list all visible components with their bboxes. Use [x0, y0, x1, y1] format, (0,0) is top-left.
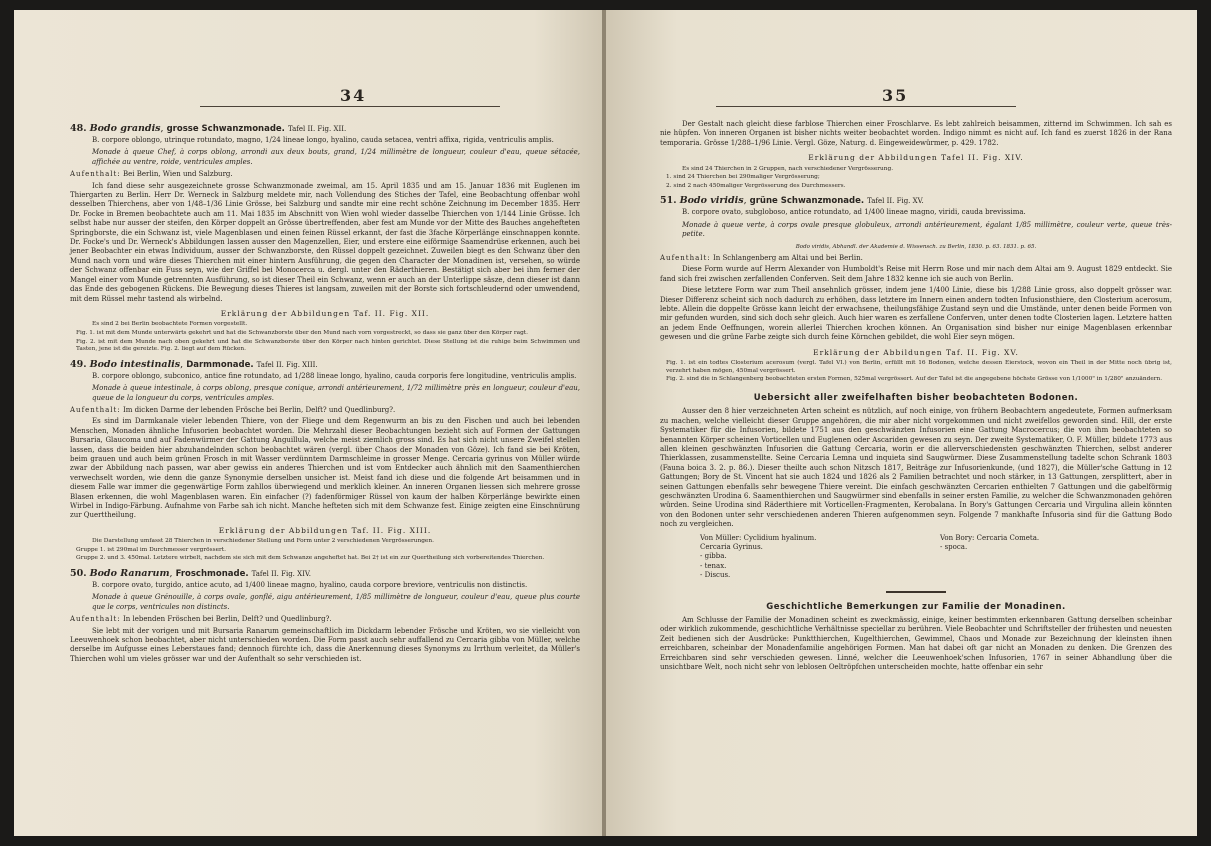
body-text-51a: Diese Form wurde auf Herrn Alexander von Humboldt's Reise mit Herrn Rose und mir nach dem Altai am 9. August 1829 entdeckt. Sie fand sich frei zwischen zerfallenden Conferven. Seit dem Jahre 1832 kenne ich sie auch von Berlin.: [660, 265, 1172, 283]
figure-note-49: Die Darstellung umfasst 28 Thierchen in verschiedener Stellung und Form unter 2 verschiedenen Vergrösserungen.: [92, 538, 434, 545]
right-content: [660, 118, 1172, 674]
french-description-49: Monade à queue intestinale, à corps oblong, presque conique, arrondi antérieurement, 1/72 millimètre près en longueur, couleur d'eau, queue de la longueur du corps, ventricules amples.: [92, 384, 580, 402]
continued-text: Der Gestalt nach gleicht diese farblose Thierchen einer Froschlarve. Es lebt zahlreich beisammen, zitternd im Schwimmen. Ich sah es nie hüpfen. Von inneren Organen ist bisher nichts weiter beobachtet worden. Indigo nimmt es nicht auf. Ich fand es zuerst 1826 in der Rana temporaria. Grösse 1/288–1/96 Linie. Vergl. Göze, Naturg. d. Eingeweidewürmer, p. 429. 1782.: [660, 120, 1172, 147]
figure-caption-49-2: Gruppe 2. und 3. 450mal. Letztere wirbelt, nachdem sie sich mit dem Schwanze angeheftet hat. Bei 2† ist ein zur Quertheilung sich vorbereitendes Thierchen.: [76, 555, 545, 562]
figure-note-48: Es sind 2 bei Berlin beobachtete Formen vorgestellt.: [92, 321, 248, 328]
species-heading-49: 49. Bodo intestinalis, Darmmonade. Tafel II. Fig. XIII.: [70, 358, 318, 370]
figure-explanation-heading-48: Erklärung der Abbildungen Taf. II. Fig. XII.: [220, 308, 430, 318]
body-text-51b: Diese letztere Form war zum Theil ansehnlich grösser, indem jene 1/400 Linie, diese bis 1/288 Linie gross, also doppelt grösser war. Dieser Differenz scheint sich noch dadurch zu erhöhen, dass letztere im Innern einen andern todten Infusionsthiere, den Closterium acerosum, lebte. Allein die doppelte Grösse kann leicht der erwachsene, theilungsfähige Zustand seyn und die Umstände, unter denen beide Formen von mir gefunden wurden, sind sich doch sehr gleich. Auch hier waren es zerfallene Conferven, unter denen todte Closterien lagen. Letztere hatten an jedem Ende Oeffnungen, worein allerlei Thierchen krochen können. An Organisation sind bisher nur einige Magenblasen erkennbar gewesen und die grüne Farbe zeigte sich durch feine Körnchen gebildet, die wohl Eier seyn mögen.: [660, 286, 1172, 342]
synonym-row: - Discus.: [700, 571, 731, 580]
body-text-50: Sie lebt mit der vorigen und mit Bursaria Ranarum gemeinschaftlich im Dickdarm lebender Frösche und Kröten, wo sie vielleicht von Leeuwenhoek schon beobachtet, aber nicht unterschieden worden. Die Form passt auch sehr auffallend zu Cercaria gibba von Müller, welche derselbe im Aufgusse eines Leberstaues fand; dennoch fürchte ich, dass die Anerkennung dieses Synonyms zu Irrthum verleitet, da Müller's Thierchen wohl um vieles grösser war und der Aufenthalt so sehr verschieden ist.: [70, 626, 580, 663]
french-description-48: Monade à queue Chef, à corps oblong, arrondi aux deux bouts, grand, 1/24 millimètre de longueur, couleur d'eau, queue sétacée, affichée au ventre, roide, ventricules amples.: [92, 148, 580, 166]
figure-explanation-heading-50: Erklärung der Abbildungen Tafel II. Fig. XIV.: [808, 153, 1024, 163]
habitat-48: Aufenthalt: Bei Berlin, Wien und Salzburg.: [70, 170, 233, 179]
body-text-49: Es sind im Darmkanale vieler lebenden Thiere, von der Fliege und dem Regenwurm an bis zu den Fischen und auch bei lebenden Menschen, Monaden ähnliche Infusorien beobachtet worden. Die Mehrzahl dieser Beobachtungen bezieht sich auf Formen der Gattungen Bursaria, Glaucoma und auf Fadenwürmer der Gattung Anguillula, welche meist ziemlich gross sind. Es hat sich nicht unsere Zweifel stellen lassen, dass die beiden hier abzuhandelnden schon beobachtet wären (vergl. über Chaos der Monaden von Göze). Ich fand sie bei Kröten, beim grauen und auch beim grünen Frosch in mit Wasser verdünntem Darmschleime in grosser Menge. Cercaria gyrinus von Müller würde zwar der Abbildung nach passen, war aber gewiss ein anderes Thierchen und ist vom Entdecker auch ähnlich mit den Saamenthierchen verwechselt worden, wie denn die ganze Synonymie derselben unsicher ist. Meist fand ich diese und die folgende Art beisammen und in diesem Falle war immer die gegenwärtige Form zahllos überwiegend und merklich kleiner. An inneren Organen liessen sich mehrere grosse Blasen erkennen, die wohl Magenblasen waren. Ein einfacher (?) fadenförmiger Rüssel von kaum der halben Körperlänge bewirkte einen Wirbel in Indigo-Färbung. Aufnahme von Farbe sah ich nicht. Manche hefteten sich mit dem Schwanze fest. Einige zeigten eine Einschnürung zur Querttheilung.: [70, 417, 580, 520]
figure-caption-51-1: Fig. 1. ist ein todtes Closterium acerosum (vergl. Tafel VI.) von Berlin, erfüllt mit 16 Bodonen, welche dessen Eierstock, wovon ein Theil in der Mitte noch übrig ist, verzehrt haben mögen, 450mal vergrössert.: [666, 360, 1172, 374]
figure-caption-48-2: Fig. 2. ist mit dem Munde nach oben gekehrt und hat die Schwanzborste über den Körper nach hinten gerichtet. Diese Stellung ist die ruhige beim Schwimmen und Tasten, jene ist die gereizte. Fig. 2. liegt auf dem Rücken.: [76, 338, 580, 353]
figure-caption-49-1: Gruppe 1. ist 290mal im Durchmesser vergrössert.: [76, 546, 226, 553]
citation-51: Bodo viridis, Abhandl. der Akademie d. Wissensch. zu Berlin, 1830. p. 63. 1831. p. 65.: [795, 243, 1037, 250]
habitat-49: Aufenthalt: Im dicken Darme der lebenden Frösche bei Berlin, Delft? und Quedlinburg?.: [70, 405, 396, 414]
latin-diagnosis-50: B. corpore ovato, turgido, antice acuto, ad 1/400 lineae magno, hyalino, cauda corpore breviore, ventriculis non distinctis.: [92, 580, 528, 589]
synonym-row: - tenax.: [700, 561, 727, 570]
section-heading-overview: Uebersicht aller zweifelhaften bisher beobachteten Bodonen.: [753, 392, 1079, 403]
left-page: [14, 10, 605, 836]
page-number-right: 35: [882, 86, 909, 105]
header-rule-left: [200, 106, 500, 107]
synonym-row: Von Müller: Cyclidium hyalinum. Von Bory: Cercaria Cometa.: [700, 533, 1040, 542]
section-heading-history: Geschichtliche Bemerkungen zur Familie der Monadinen.: [766, 601, 1066, 612]
section-divider: [886, 591, 946, 593]
latin-diagnosis-49: B. corpore oblongo, subconico, antice fine rotundato, ad 1/288 lineae longo, hyalino, cauda corporis fere longitudine, ventriculis amplis.: [92, 371, 577, 380]
synonym-row: - gibba.: [700, 552, 727, 561]
latin-diagnosis-48: B. corpore oblongo, utrinque rotundato, magno, 1/24 lineae longo, hyalino, cauda setacea, ventri affixa, rigida, ventriculis amplis.: [92, 136, 554, 144]
overview-text: Ausser den 8 hier verzeichneten Arten scheint es nützlich, auf noch einige, von frühern Beobachtern angedeutete, Formen aufmerksam zu machen, welche vielleicht dieser Gruppe angehören, die mir aber nicht vorgekommen und nicht zweifellos geworden sind. Hill, der erste Systematiker für die Infusorien, bildete 1751 aus den geschwänzten Infusorien eine Gattung Macrocercus; die von ihm beobachteten so benannten Körper scheinen Vorticellen und Euglenen oder Ascariden gewesen zu seyn. Der zweite Systematiker, O. F. Müller, bildete 1773 aus allen kleinen geschwänzten Infusorien die Gattung Cercaria, worin er die allerverschiedensten geschwänzten Thierchen, selbst anderer Thierklassen, zusammenstellte. Seine Cercaria Lemna und inquieta sind Saugwürmer. Diese Zusammenstellung tadelte schon Schrank 1803 (Fauna boica 3. 2. p. 86.). Dieser theilte auch schon Nitzsch 1817, Beiträge zur Infusorienkunde, (und 1827), die Müller'sche Gattung in 12 Gattungen; Bory de St. Vincent hat sie auch 1824 und 1826 als 2 Familien betrachtet und noch stärker, in 13 Gattungen, zersplittert, aber in seinen Gattungen ebenfalls sehr bewegene Thiere vereint. Die einfach geschwänzten Cercarien enthielten 7 Gattungen und die gabelförmig geschwänzten Urodina 6. Saamenthierchen und Saugwürmer sind ebenfalls in seiner ersten Familie, zu welcher die Schwanzmonaden gehören würden. Seine Urodina sind Räderthiere mit Vorticellen-Fragmenten, Kerobalana. In Bory's Gattungen Cercaria und Virgulina allein könnten von den Bodonen unter sehr verschiedenen anderen Thieren aufgenommen seyn. Folgende 7 mankhafte Infusoria sind für die Gattung Bodo noch zu vergleichen.: [660, 407, 1172, 529]
figure-explanation-heading-51: Erklärung der Abbildungen Taf. II. Fig. XV.: [813, 347, 1019, 357]
species-heading-51: 51. Bodo viridis, grüne Schwanzmonade. Tafel II. Fig. XV.: [660, 195, 924, 207]
species-heading-48: 48. Bodo grandis, grosse Schwanzmonade. Tafel II. Fig. XII.: [70, 123, 347, 134]
figure-caption-51-2: Fig. 2. sind die in Schlangenberg beobachteten ersten Formen, 525mal vergrössert. Auf der Tafel ist die angegebene höchste Grösse von 1/1000" in 1/280" anzuändern.: [666, 376, 1163, 383]
page-number-left: 34: [340, 86, 367, 105]
french-description-50: Monade à queue Grénouille, à corps ovale, gonflé, aigu antérieurement, 1/85 millimètre de longueur, couleur d'eau, queue plus courte que le corps, ventricules non distincts.: [92, 593, 580, 611]
right-page: [606, 10, 1197, 836]
figure-caption-48-1: Fig. 1. ist mit dem Munde unterwärts gekehrt und hat die Schwanzborste über den Mund nach vorn vorgestreckt, so dass sie ganz über den Körper ragt.: [76, 329, 528, 336]
history-text: Am Schlusse der Familie der Monadinen scheint es zweckmässig, einige, keiner bestimmten erkennbaren Gattung derselben scheinbar oder wirklich zukommende, geschichtliche Verhältnisse speciellar zu berühren. Viele Beobachter und Schriftsteller der frühesten und neuesten Zeit bedienen sich der Ausdrücke: Punktthierchen, Kugelthierchen, Gewimmel, Chaos und Monade zur Bezeichnung der kleinsten ihnen erreichbaren, scheinbar der Monadenfamilie angehörigen Formen. Man hat dabei oft gar nicht an Monaden zu denken. Die Grenzen des Erreichbaren sind sehr verschieden gewesen. Linné, welcher die Leeuwenhoek'schen Infusorien, 1767 in seiner Abhandlung über die unsichtbare Welt, noch nicht sehr von leblosen Oeltröpfchen unterscheiden mochte, hatte offenbar ein sehr: [660, 616, 1172, 672]
figure-explanation-heading-49: Erklärung der Abbildungen Taf. II. Fig. XIII.: [218, 525, 432, 535]
figure-note-50: Es sind 24 Thierchen in 2 Gruppen, nach verschiedener Vergrösserung.: [682, 165, 894, 172]
habitat-51: Aufenthalt: In Schlangenberg am Altai und bei Berlin.: [660, 254, 863, 263]
figure-caption-50-1: 1. sind 24 Thierchen bei 290maliger Vergrösserung;: [666, 174, 820, 181]
latin-diagnosis-51: B. corpore ovato, subgloboso, antice rotundato, ad 1/400 lineae magno, viridi, cauda brevissima.: [682, 208, 1026, 217]
french-description-51: Monade à queue verte, à corps ovale presque globuleux, arrondi antérieurement, égalant 1/85 millimètre, couleur verte, queue très-petite.: [682, 220, 1172, 239]
figure-caption-50-2: 2. sind 2 nach 450maliger Vergrösserung des Durchmessers.: [666, 182, 846, 189]
synonym-table: [700, 534, 1172, 581]
species-heading-50: 50. Bodo Ranarum, Froschmonade. Tafel II. Fig. XIV.: [70, 567, 311, 579]
book-spread: [14, 10, 1197, 836]
synonym-row: Cercaria Gyrinus. - spoca.: [700, 542, 968, 551]
body-text-48: Ich fand diese sehr ausgezeichnete grosse Schwanzmonade zweimal, am 15. April 1835 und am 15. Januar 1836 mit Euglenen im Thiergarten zu Berlin. Herr Dr. Werneck in Salzburg meldete mir, nach Vollendung des Stiches der Tafel, eine Beobachtung offenbar wohl desselben Thierchens, aber von 1/48–1/36 Linie Grösse, bei Salzburg und sandte mir eine recht schöne Zeichnung im December 1835. Herr Dr. Focke in Bremen beobachtete auch am 11. Mai 1835 im Abschnitt von Wien wohl wieder dasselbe Thierchen von 1/144 Linie Grösse. Ich selbst habe nur ausser der steifen, den Körper doppelt an Grösse übertreffenden, aber fest am Munde vor der Mitte des Bauches angehefteten Springborste, die ein Schwanz ist, viele Magenblasen und einen feinen Rüssel erkannt, der fast die 3fache Körperlänge einschnappen konnte. Dr. Focke's und Dr. Werneck's Abbildungen lassen ausser den Magenzellen, Eier, und erstere eine eiförmige Saamendrüse erkennen, auch bei jener Beobachter ein etwas Individuum, ausser der Schwanzborste, den Rüssel doppelt gezeichnet. Zuweilen biegt es den Schwanz über den Mund nach vorn und wäre dieses Thierchen mit einer hintern Ausführung, die gegen den Character der Monadinen ist, versehen, so würde der Schwanz offenbar ein Fuss seyn, wie der Griffel bei Monocerca u. dergl. unter den Räderthieren. Bestätigt sich aber bei ihm ferner der Mangel einer vom Munde getrennten Ausführung, so ist dieser Theil ein Schwanz, wenn er auch an der Unterlippe säsze, denn dieser ist dann das Ende des gebogenen Rückens. Die Bewegung dieses Thieres ist langsam, zuweilen mit der Borste sich fortschleudernd oder umwendend, mit dem Rüssel mehr tastend als wirbelnd.: [70, 181, 580, 303]
habitat-50: Aufenthalt: In lebenden Fröschen bei Berlin, Delft? und Quedlinburg?.: [70, 615, 332, 624]
header-rule-right: [716, 106, 1016, 107]
left-content: [70, 118, 580, 666]
